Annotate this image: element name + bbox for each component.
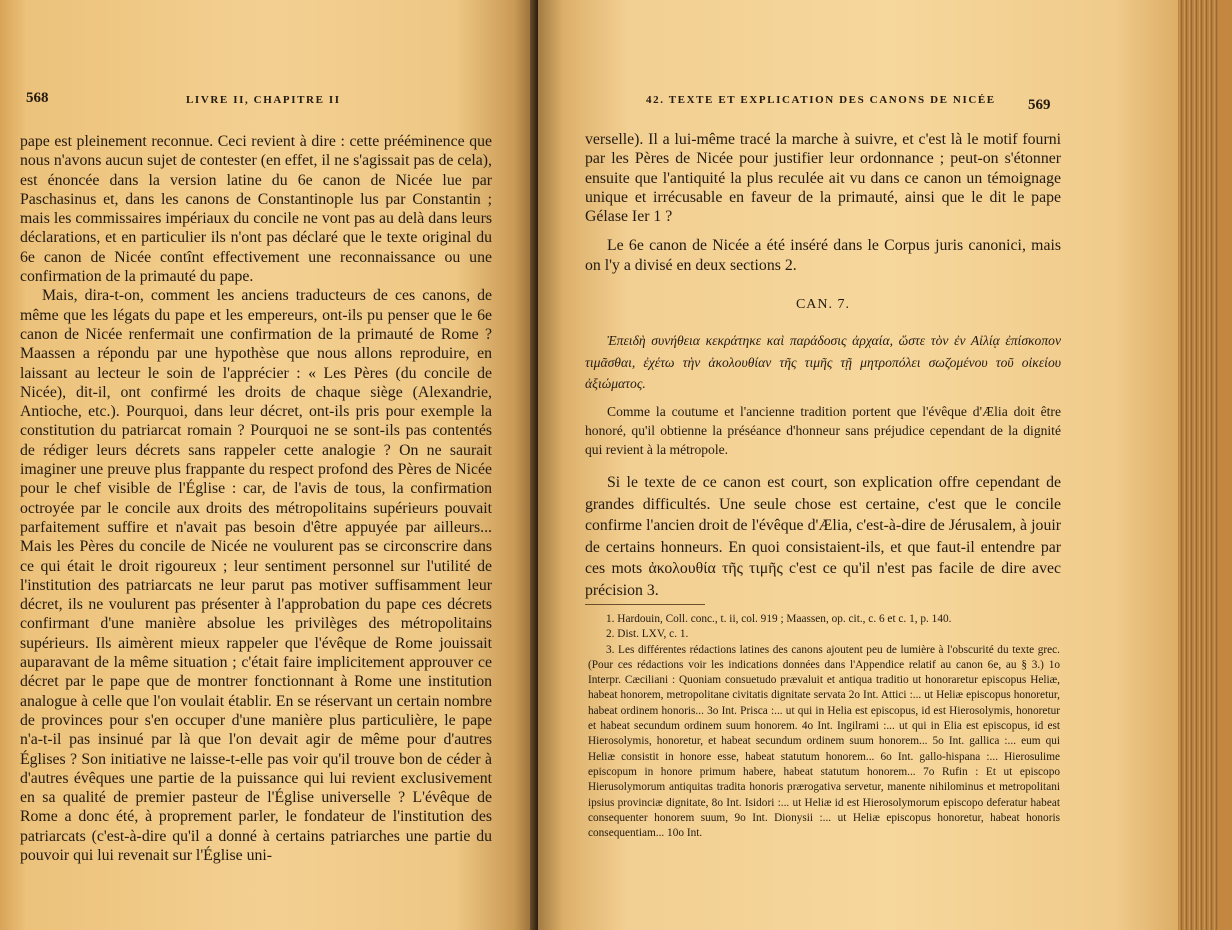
page-edges — [1178, 0, 1232, 930]
running-head-right: 42. TEXTE ET EXPLICATION DES CANONS DE NICÉE — [646, 94, 996, 106]
right-paragraph-2: Le 6e canon de Nicée a été inséré dans le Corpus juris canonici, mais on l'y a divisé en deux sections 2. — [585, 237, 1061, 274]
footnote-1: 1. Hardouin, Coll. conc., t. ii, col. 919 ; Maassen, op. cit., c. 6 et c. 1, p. 140. — [606, 613, 952, 625]
right-paragraph-1: verselle). Il a lui-même tracé la marche à suivre, et c'est là le motif fourni par les Pères de Nicée pour justifier leur ordonnance ; peut-on s'étonner ensuite que l'antiquité la plus reculée ait vu dans ce canon un témoignage unique et irrécusable en faveur de la primauté, ainsi que le dit le pape Gélase Ier 1 ? — [585, 131, 1061, 226]
footnote-2: 2. Dist. LXV, c. 1. — [606, 628, 689, 641]
page-number-left: 568 — [26, 90, 49, 106]
right-body — [585, 130, 1061, 275]
canon-heading: CAN. 7. — [795, 297, 851, 312]
footnote-rule — [585, 604, 705, 605]
left-paragraph-1: pape est pleinement reconnue. Ceci revient à dire : cette prééminence que nous n'avons aucun sujet de contester (en effet, il ne s'agissait pas de cela), est énoncée dans la version latine du 6e canon de Nicée lue par Paschasinus et, dans les canons de Constantinople lus par Constantin ; mais les commissaires impériaux du concile ne vont pas au delà dans leurs déclarations, et en particulier ils n'ont pas déclaré que le texte original du 6e canon de Nicée contînt effectivement une reconnaissance ou une confirmation de la primauté du pape. — [20, 133, 492, 286]
left-body — [20, 132, 492, 865]
canon-translation: Comme la coutume et l'ancienne tradition portent que l'évêque d'Ælia doit être honoré, qu'il obtienne la préséance d'honneur sans préjudice cependant de la dignité qui revient à la métropole. — [585, 404, 1061, 457]
right-page — [538, 0, 1178, 930]
running-head-left: LIVRE II, CHAPITRE II — [186, 94, 341, 106]
greek-canon-text: Ἐπειδὴ συνήθεια κεκράτηκε καὶ παράδοσις ἀρχαία, ὥστε τὸν ἐν Αἰλίᾳ ἐπίσκοπον τιμᾶσθαι, ἐχέτω τὴν ἀκολουθίαν τῆς τιμῆς τῇ μητροπόλει σωζομένου τοῦ οἰκείου ἀξιώματος. — [585, 333, 1061, 391]
footnotes — [588, 612, 1060, 841]
canon-commentary: Si le texte de ce canon est court, son explication offre cependant de grandes difficultés. Une seule chose est certaine, c'est que le concile confirme l'ancien droit de l'évêque d'Ælia, c'est-à-dire de Jérusalem, à jouir de certains honneurs. En quoi consistaient-ils, et que faut-il entendre par ces mots ἀκολουθία τῆς τιμῆς c'est ce qu'il n'est pas facile de dire avec précision 3. — [585, 474, 1061, 599]
footnote-3: 3. Les différentes rédactions latines des canons ajoutent peu de lumière à l'obscurité du texte grec. (Pour ces rédactions voir les indications données dans l'Appendice relatif au canon 6e, au § 3.) 1o Interpr. Cæciliani : Quoniam consuetudo prævaluit et antiqua traditio ut honoraretur episcopus Heliæ, habeat honorem, metropolitane civitatis dignitate servata 2o Int. Attici :... ut Heliæ episcopus honoretur, habeat ordinem honoris... 3o Int. Prisca :... ut qui in Helia est episcopus, id est Hierosolymis, honoretur et habeat secundum ordinem suum honorem. 4o Int. Ingilrami :... ut qui in Elia est episcopus, id est Hierosolymis, honoretur, et habeat secundum ordinem suum honorem... 5o Int. gallica :... eum qui Heliæ consistit in honore esse, habeat statutum honorem... 6o Int. gallo-hispana :... Hierosulime episcopum in honore primum habere, habeat statutum honorem... 7o Rufin : Et ut episcopo Hierusolymorum antiquitas tradita honoris prærogativa servetur, manente nihilominus et metropolitani ipsius provinciæ dignitate, 8o Int. Isidori :... ut Heliæ id est Hierosolymorum episcopo deferatur habeat consequenter honorem suum, 9o Int. Dionysii :... ut Heliæ episcopus honoretur, habeat honoris consequentiam... 10o Int. — [588, 643, 1060, 840]
left-page — [0, 0, 536, 930]
page-number-right: 569 — [1028, 97, 1051, 113]
left-paragraph-2: Mais, dira-t-on, comment les anciens traducteurs de ces canons, de même que les légats du pape et les empereurs, ont-ils pu penser que le 6e canon de Nicée renfermait une confirmation de la primauté de Rome ? Maassen a répondu par une hypothèse que nous allons reproduire, en laissant au lecteur le soin de l'apprécier : « Les Pères (du concile de Nicée), dit-il, ont confirmé les droits de chaque siège (Alexandrie, Antioche, etc.). Pourquoi, dans leur décret, ont-ils pris pour exemple la constitution du patriarcat romain ? Pourquoi ne se sont-ils pas contentés de rédiger leurs décrets sans rappeler cette analogie ? On ne saurait imaginer une preuve plus frappante du respect profond des Pères de Nicée pour le chef visible de l'Église : car, de l'avis de tous, la confirmation octroyée par le concile aux droits des métropolitains supérieurs pouvait parfaitement suffire et n'avait pas besoin d'être appuyée par ailleurs... Mais les Pères du concile de Nicée ne voulurent pas se circonscrire dans ce qui était le droit rigoureux ; leur sentiment personnel sur l'utilité de l'institution des patriarcats ne leur parut pas motiver suffisamment leur décret, ils ne voulurent pas présenter à l'approbation du pape ces décrets confirmant d'une manière absolue les privilèges des métropolitains supérieurs. Ils aimèrent mieux rappeler que l'évêque de Rome jouissait auparavant de la même situation ; c'était faire implicitement approuver ce décret par le pape que de montrer fonctionnant à Rome une institution analogue à celle que l'on voulait établir. En se réservant un certain nombre de provinces pour s'en occuper d'une manière plus particulière, le pape n'a-t-il pas insinué par là que l'on devait agir de même pour d'autres Églises ? Son initiative ne laisse-t-elle pas voir qu'il trouve bon de céder à d'autres évêques une partie de la puissance qui lui revient exclusivement en sa qualité de premier pasteur de l'Église universelle ? L'évêque de Rome a donc été, à proprement parler, le fondateur de l'institution des patriarcats (c'est-à-dire qu'il a donné à certains patriarches une partie du pouvoir qui lui revenait sur l'Église uni- — [20, 287, 492, 864]
